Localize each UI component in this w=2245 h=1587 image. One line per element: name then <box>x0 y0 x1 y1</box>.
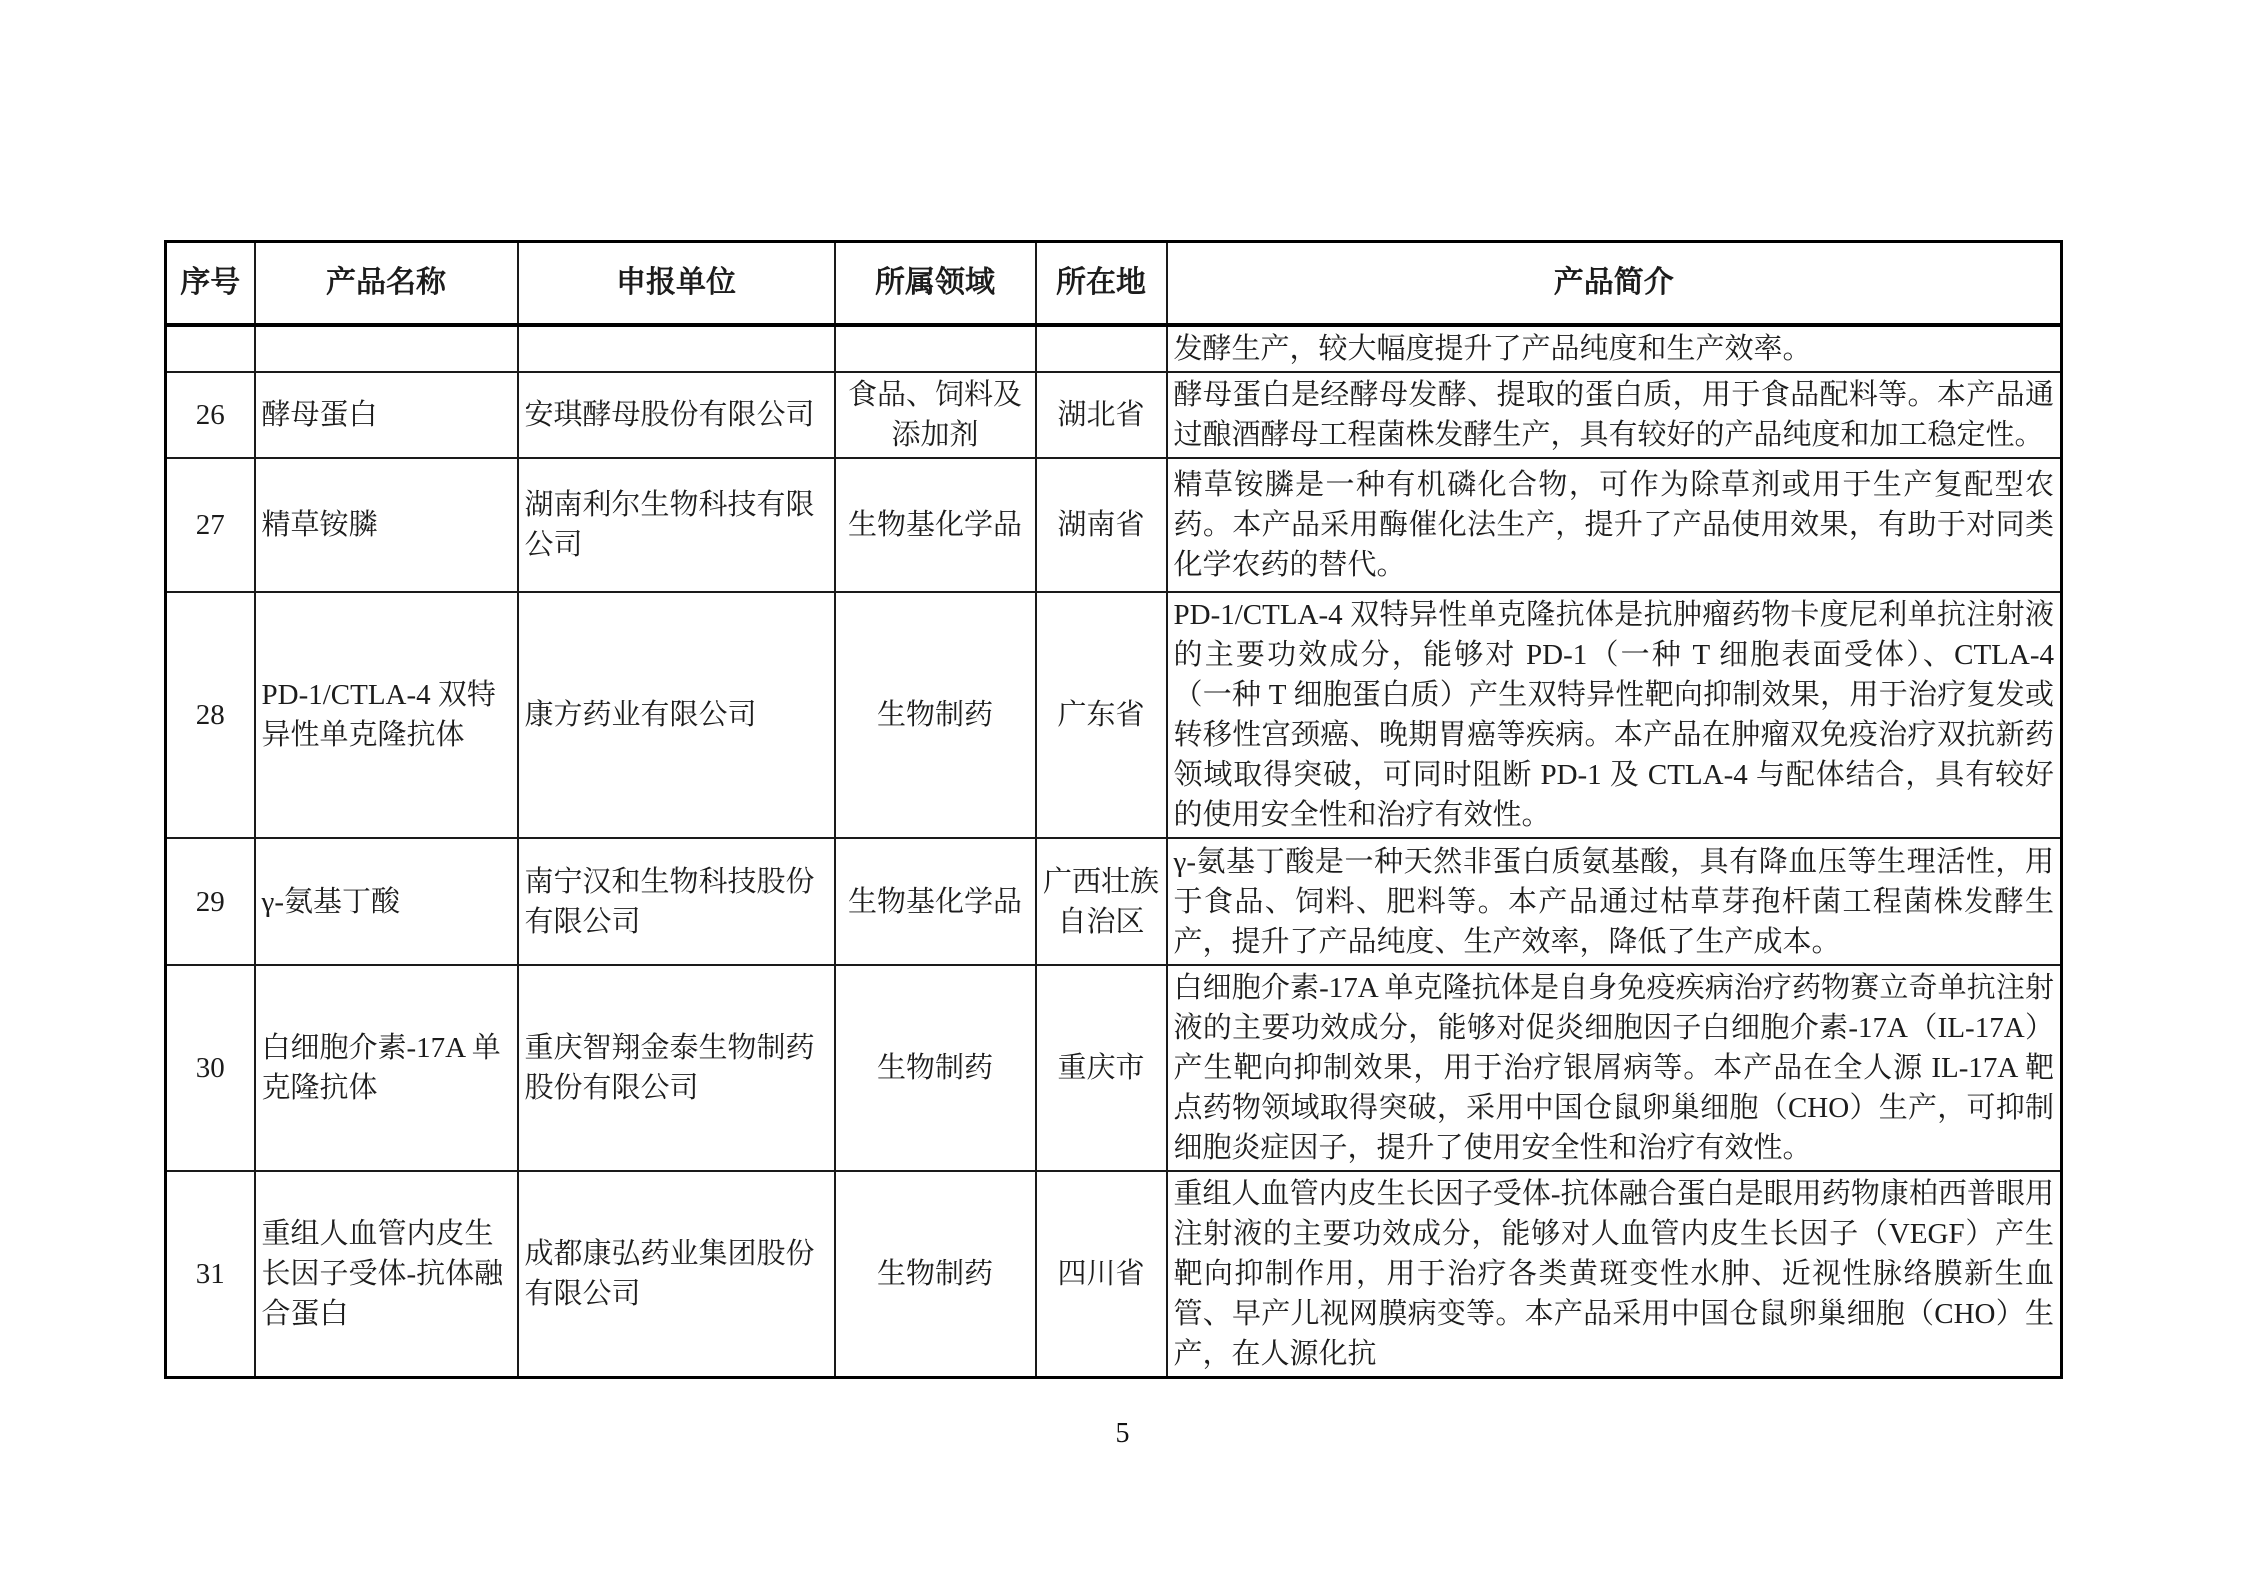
cell-location: 湖北省 <box>1036 372 1167 458</box>
table-row <box>166 325 2062 372</box>
col-header-company: 申报单位 <box>518 242 835 326</box>
cell-index: 29 <box>166 838 255 965</box>
table-row <box>166 458 2062 592</box>
cell-company: 重庆智翔金泰生物制药股份有限公司 <box>518 965 835 1171</box>
col-header-location: 所在地 <box>1036 242 1167 326</box>
cell-company: 湖南利尔生物科技有限公司 <box>518 458 835 592</box>
cell-index: 30 <box>166 965 255 1171</box>
cell-index: 28 <box>166 592 255 838</box>
cell-index: 27 <box>166 458 255 592</box>
cell-company: 安琪酵母股份有限公司 <box>518 372 835 458</box>
cell-product-name: PD-1/CTLA-4 双特异性单克隆抗体 <box>255 592 518 838</box>
table-row <box>166 1171 2062 1378</box>
cell-description: γ-氨基丁酸是一种天然非蛋白质氨基酸，具有降血压等生理活性，用于食品、饲料、肥料等。本产品通过枯草芽孢杆菌工程菌株发酵生产，提升了产品纯度、生产效率，降低了生产成本。 <box>1167 838 2062 965</box>
cell-product-name: 重组人血管内皮生长因子受体-抗体融合蛋白 <box>255 1171 518 1378</box>
cell-product-name: 精草铵膦 <box>255 458 518 592</box>
cell-field: 生物制药 <box>835 1171 1036 1378</box>
table-row <box>166 592 2062 838</box>
cell-field: 生物制药 <box>835 965 1036 1171</box>
cell-location: 湖南省 <box>1036 458 1167 592</box>
cell-description: PD-1/CTLA-4 双特异性单克隆抗体是抗肿瘤药物卡度尼利单抗注射液的主要功效成分，能够对 PD-1（一种 T 细胞表面受体）、CTLA-4（一种 T 细胞蛋白质）产生双特异性靶向抑制效果，用于治疗复发或转移性宫颈癌、晚期胃癌等疾病。本产品在肿瘤双免疫治疗双抗新药领域取得突破，可同时阻断 PD-1 及 CTLA-4 与配体结合，具有较好的使用安全性和治疗有效性。 <box>1167 592 2062 838</box>
cell-location: 重庆市 <box>1036 965 1167 1171</box>
cell-description: 白细胞介素-17A 单克隆抗体是自身免疫疾病治疗药物赛立奇单抗注射液的主要功效成分，能够对促炎细胞因子白细胞介素-17A（IL-17A）产生靶向抑制效果，用于治疗银屑病等。本产品在全人源 IL-17A 靶点药物领域取得突破，采用中国仓鼠卵巢细胞（CHO）生产，可抑制细胞炎症因子，提升了使用安全性和治疗有效性。 <box>1167 965 2062 1171</box>
cell-description: 精草铵膦是一种有机磷化合物，可作为除草剂或用于生产复配型农药。本产品采用酶催化法生产，提升了产品使用效果，有助于对同类化学农药的替代。 <box>1167 458 2062 592</box>
col-header-description: 产品简介 <box>1167 242 2062 326</box>
cell-company: 成都康弘药业集团股份有限公司 <box>518 1171 835 1378</box>
table-row <box>166 372 2062 458</box>
products-table-container <box>164 240 2063 1379</box>
cell-description: 酵母蛋白是经酵母发酵、提取的蛋白质，用于食品配料等。本产品通过酿酒酵母工程菌株发酵生产，具有较好的产品纯度和加工稳定性。 <box>1167 372 2062 458</box>
cell-location: 四川省 <box>1036 1171 1167 1378</box>
cell-field: 生物制药 <box>835 592 1036 838</box>
header-row <box>166 242 2062 326</box>
table-body <box>166 325 2062 1378</box>
cell-location: 广西壮族自治区 <box>1036 838 1167 965</box>
col-header-index: 序号 <box>166 242 255 326</box>
cell-location: 广东省 <box>1036 592 1167 838</box>
cell-index: 26 <box>166 372 255 458</box>
table-row <box>166 838 2062 965</box>
table-row <box>166 965 2062 1171</box>
cell-company: 南宁汉和生物科技股份有限公司 <box>518 838 835 965</box>
cell-field <box>835 325 1036 372</box>
cell-product-name <box>255 325 518 372</box>
cell-field: 生物基化学品 <box>835 838 1036 965</box>
page-number: 5 <box>1115 1418 1130 1449</box>
cell-product-name: 酵母蛋白 <box>255 372 518 458</box>
cell-index <box>166 325 255 372</box>
cell-index: 31 <box>166 1171 255 1378</box>
table-header <box>166 242 2062 326</box>
cell-location <box>1036 325 1167 372</box>
cell-description: 重组人血管内皮生长因子受体-抗体融合蛋白是眼用药物康柏西普眼用注射液的主要功效成分，能够对人血管内皮生长因子（VEGF）产生靶向抑制作用，用于治疗各类黄斑变性水肿、近视性脉络膜新生血管、早产儿视网膜病变等。本产品采用中国仓鼠卵巢细胞（CHO）生产，在人源化抗 <box>1167 1171 2062 1378</box>
cell-product-name: γ-氨基丁酸 <box>255 838 518 965</box>
col-header-product-name: 产品名称 <box>255 242 518 326</box>
cell-product-name: 白细胞介素-17A 单克隆抗体 <box>255 965 518 1171</box>
cell-field: 生物基化学品 <box>835 458 1036 592</box>
cell-field: 食品、饲料及添加剂 <box>835 372 1036 458</box>
cell-company: 康方药业有限公司 <box>518 592 835 838</box>
cell-company <box>518 325 835 372</box>
cell-description: 发酵生产，较大幅度提升了产品纯度和生产效率。 <box>1167 325 2062 372</box>
products-table <box>164 240 2063 1379</box>
col-header-field: 所属领域 <box>835 242 1036 326</box>
